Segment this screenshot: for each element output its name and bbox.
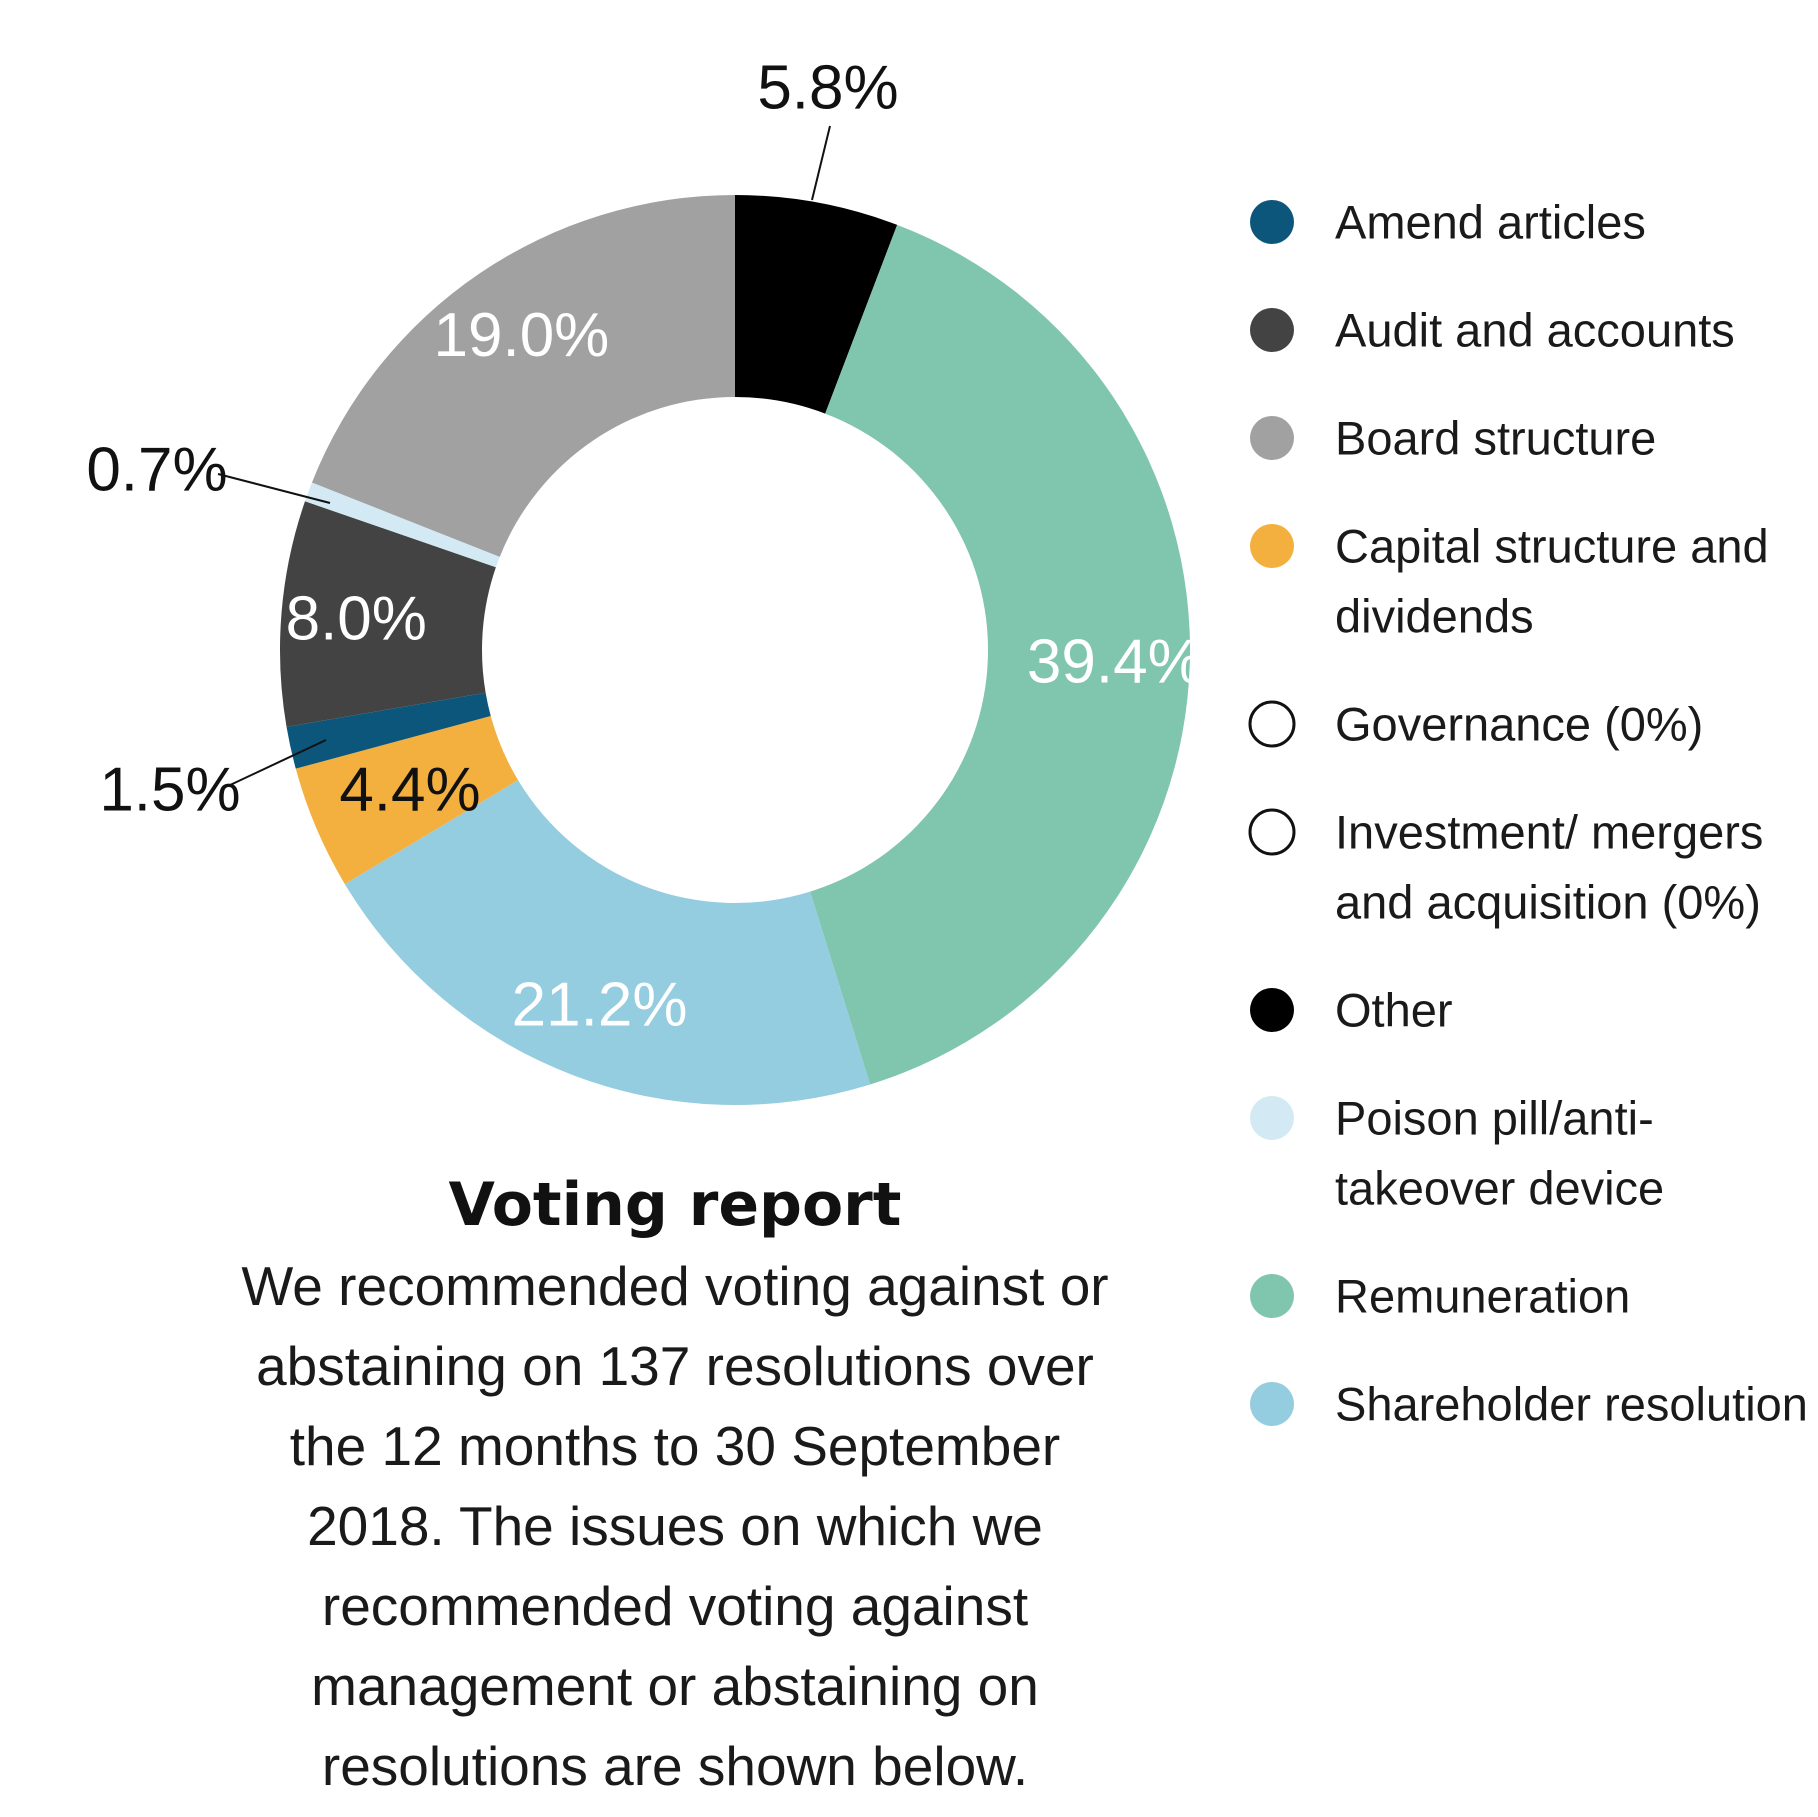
legend-item-audit-and-accounts [1250, 304, 1735, 357]
legend-label: Investment/ mergers [1335, 805, 1764, 859]
legend-swatch [1250, 1382, 1294, 1426]
report-line: abstaining on 137 resolutions over [256, 1335, 1094, 1397]
slice-label-shareholder-resolution: 21.2% [511, 970, 688, 1040]
voting-report [160, 1170, 1190, 1806]
slice-label-remuneration: 39.4% [1026, 627, 1203, 697]
slice-label-poison-pill-anti-takeover-device: 0.7% [86, 435, 228, 505]
legend-label: Shareholder resolution [1335, 1377, 1808, 1431]
slice-label-other: 5.8% [757, 53, 899, 123]
legend-swatch [1250, 308, 1294, 352]
legend-item-amend-articles [1250, 196, 1646, 249]
legend-label: Board structure [1335, 411, 1657, 465]
legend-label: and acquisition (0%) [1335, 875, 1761, 929]
slice-label-amend-articles: 1.5% [99, 755, 241, 825]
report-description [160, 1246, 1190, 1806]
legend-label: Poison pill/anti- [1335, 1091, 1654, 1145]
slice-label-capital-structure-and-dividends: 4.4% [339, 755, 481, 825]
leader-line-other [812, 126, 830, 200]
report-line: resolutions are shown below. [321, 1735, 1029, 1797]
legend-swatch [1250, 200, 1294, 244]
slice-label-board-structure: 19.0% [433, 301, 610, 371]
legend-item-governance-0 [1250, 698, 1703, 751]
report-line: management or abstaining on [311, 1655, 1039, 1717]
legend-swatch [1250, 1096, 1294, 1140]
legend-label: Audit and accounts [1335, 303, 1735, 357]
legend-swatch [1250, 988, 1294, 1032]
legend-label: dividends [1335, 589, 1534, 643]
legend-label: Amend articles [1335, 195, 1646, 249]
legend-label: Capital structure and [1335, 519, 1769, 573]
legend-item-shareholder-resolution [1250, 1378, 1808, 1431]
legend-swatch [1250, 524, 1294, 568]
legend-item-capital-structure-and [1250, 520, 1769, 643]
legend-swatch [1250, 810, 1294, 854]
report-title: Voting report [448, 1170, 902, 1240]
report-line: We recommended voting against or [241, 1255, 1109, 1317]
legend-label: Remuneration [1335, 1269, 1631, 1323]
slice-board-structure [312, 195, 735, 557]
legend [1250, 196, 1808, 1431]
legend-label: Other [1335, 983, 1453, 1037]
legend-item-investment-mergers [1250, 806, 1763, 929]
legend-item-remuneration [1250, 1270, 1630, 1323]
report-line: the 12 months to 30 September [289, 1415, 1061, 1477]
legend-swatch [1250, 416, 1294, 460]
legend-label: Governance (0%) [1335, 697, 1704, 751]
legend-swatch [1250, 702, 1294, 746]
legend-item-board-structure [1250, 412, 1656, 465]
legend-item-poison-pill-anti [1250, 1092, 1664, 1215]
slice-label-audit-and-accounts: 8.0% [285, 584, 427, 654]
report-line: 2018. The issues on which we [307, 1495, 1043, 1557]
legend-label: takeover device [1335, 1161, 1665, 1215]
legend-item-other [1250, 984, 1453, 1037]
report-line: recommended voting against [321, 1575, 1029, 1637]
legend-swatch [1250, 1274, 1294, 1318]
